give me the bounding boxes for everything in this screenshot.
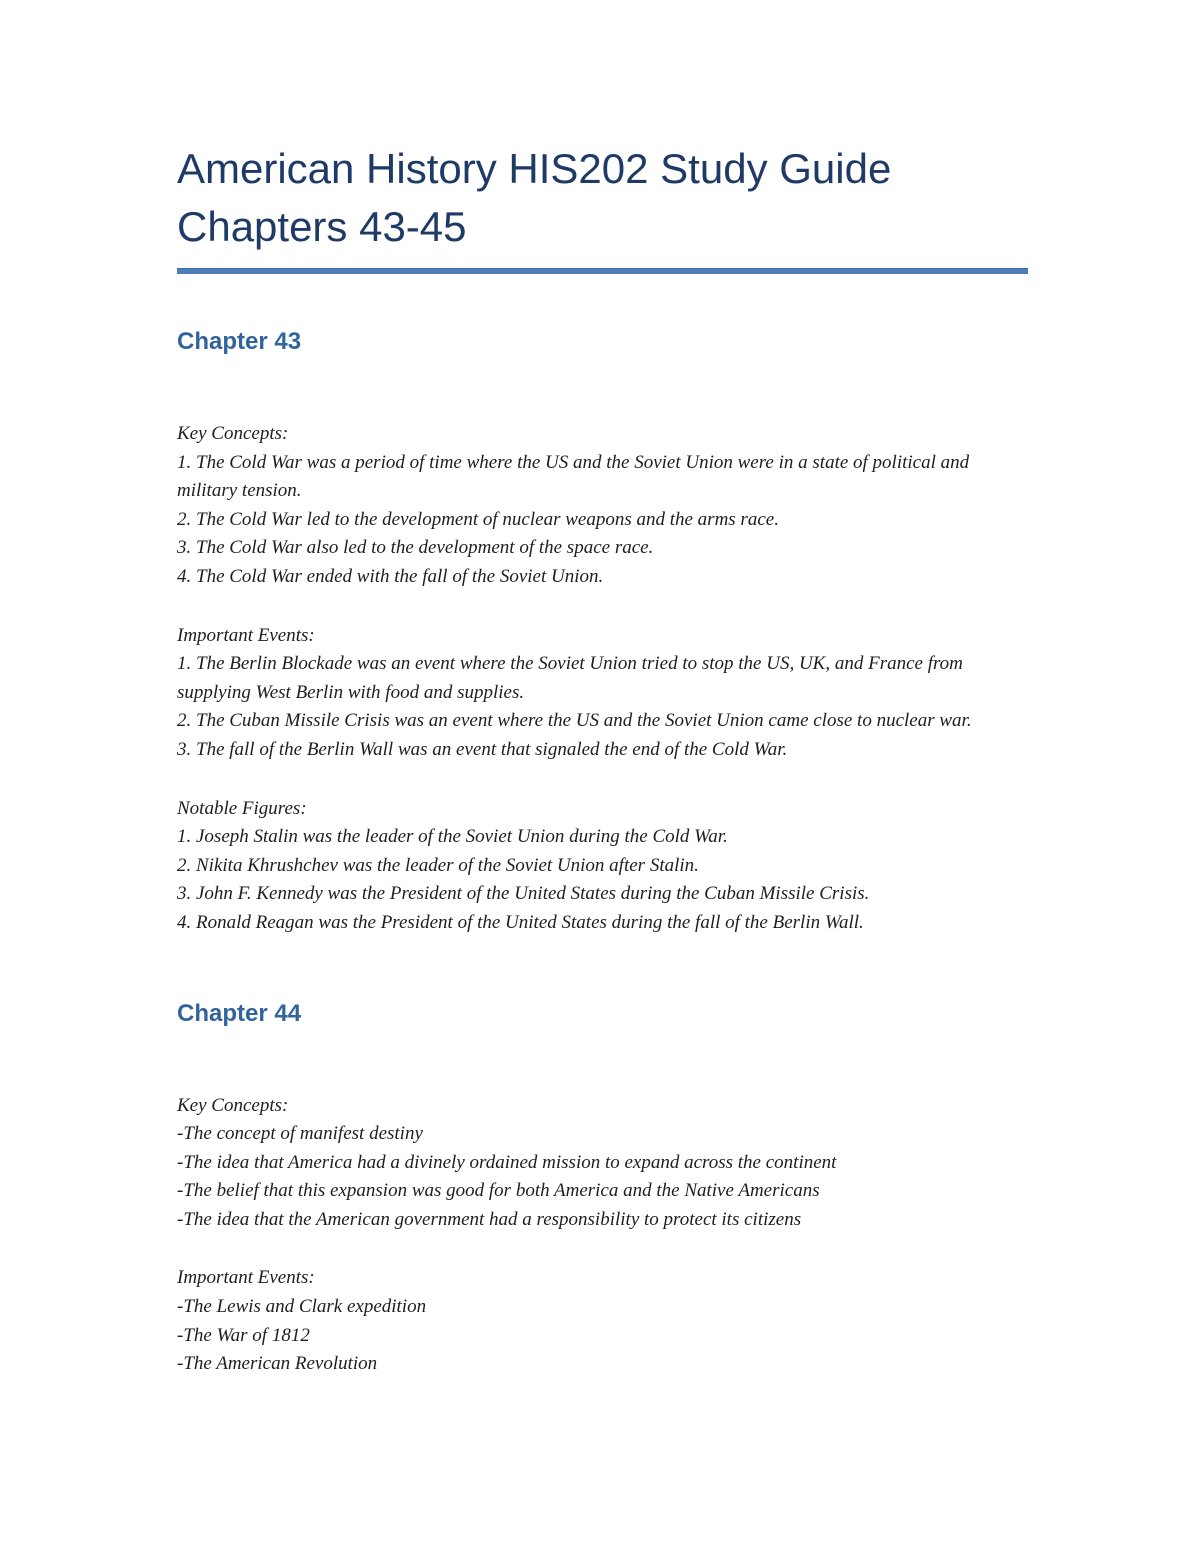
section-chapter-43 — [177, 328, 1028, 938]
section-label: Important Events: — [177, 624, 315, 646]
list-item: 2. The Cold War led to the development of nuclear weapons and the arms race. — [177, 508, 779, 530]
document-title-line2: Chapters 43-45 — [177, 203, 467, 250]
list-item: 1. The Cold War was a period of time where the US and the Soviet Union were in a state of political and military tension. — [177, 451, 970, 502]
list-item: -The concept of manifest destiny — [177, 1123, 423, 1145]
list-item: 2. Nikita Khrushchev was the leader of the Soviet Union after Stalin. — [177, 854, 699, 876]
list-item: -The idea that America had a divinely ordained mission to expand across the continent — [177, 1151, 837, 1173]
list-item: 2. The Cuban Missile Crisis was an event where the US and the Soviet Union came close to nuclear war. — [177, 710, 972, 732]
section-label: Key Concepts: — [177, 423, 289, 444]
title-underline-rule — [177, 268, 1028, 274]
chapter-43-heading: Chapter 43 — [177, 328, 302, 355]
key-concepts-block — [177, 1092, 1028, 1235]
document-title-line1: American History HIS202 Study Guide — [177, 145, 892, 192]
list-item: -The belief that this expansion was good for both America and the Native Americans — [177, 1180, 820, 1202]
list-item: -The Lewis and Clark expedition — [177, 1296, 427, 1318]
list-item: 3. The fall of the Berlin Wall was an event that signaled the end of the Cold War. — [177, 738, 788, 760]
document-title — [177, 140, 1028, 256]
key-concepts-block — [177, 420, 1028, 592]
list-item: -The American Revolution — [177, 1353, 378, 1375]
list-item: -The idea that the American government had a responsibility to protect its citizens — [177, 1208, 802, 1230]
section-label: Key Concepts: — [177, 1094, 289, 1116]
list-item: 1. Joseph Stalin was the leader of the Soviet Union during the Cold War. — [177, 826, 728, 848]
section-label: Important Events: — [177, 1267, 315, 1289]
important-events-block — [177, 622, 1028, 765]
important-events-block — [177, 1264, 1028, 1378]
section-label: Notable Figures: — [177, 797, 307, 819]
list-item: 3. The Cold War also led to the development of the space race. — [177, 537, 654, 559]
list-item: 1. The Berlin Blockade was an event where the Soviet Union tried to stop the US, UK, and France from supplying West Berlin with food and supplies. — [177, 653, 963, 703]
list-item: -The War of 1812 — [177, 1324, 310, 1346]
list-item: 4. Ronald Reagan was the President of the United States during the fall of the Berlin Wall. — [177, 911, 864, 933]
notable-figures-block — [177, 795, 1028, 938]
list-item: 3. John F. Kennedy was the President of the United States during the Cuban Missile Crisis. — [177, 883, 870, 905]
chapter-44-heading: Chapter 44 — [177, 999, 302, 1027]
section-chapter-44 — [177, 1000, 1028, 1379]
list-item: 4. The Cold War ended with the fall of the Soviet Union. — [177, 565, 604, 587]
